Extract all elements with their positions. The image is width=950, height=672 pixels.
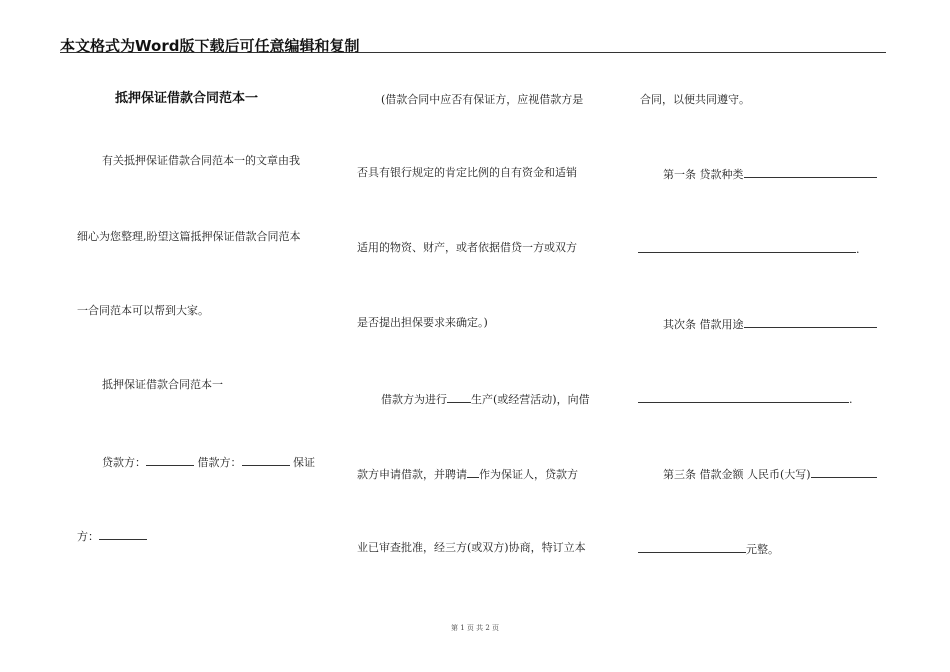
- contract-subtitle: 抵押保证借款合同范本一: [102, 378, 223, 391]
- amount-suffix: 元整。: [746, 543, 779, 556]
- body-line-3: 业已审查批准，经三方(或双方)协商，特订立本: [357, 541, 586, 554]
- borrower-label: 借款方：: [197, 456, 242, 469]
- document-header-title: 本文格式为Word版下载后可任意编辑和复制: [60, 37, 360, 55]
- note-line-4: 是否提出担保要求来确定。): [357, 316, 488, 329]
- note-line-3: 适用的物资、财产，或者依据借贷一方或双方: [357, 241, 577, 254]
- intro-line-3: 一合同范本可以帮到大家。: [77, 304, 209, 317]
- loan-purpose-blank: [744, 316, 877, 328]
- article-2-label: 其次条 借款用途: [663, 318, 744, 331]
- production-blank: [447, 391, 471, 403]
- loan-type-continued-line: [638, 241, 860, 257]
- article-3-label: 第三条 借款金额 人民币(大写): [663, 468, 811, 481]
- intro-line-2: 细心为您整理,盼望这篇抵押保证借款合同范本: [77, 230, 301, 243]
- guarantor-name-blank: [467, 466, 479, 478]
- header-divider: [60, 52, 886, 53]
- article-1-line: [663, 166, 877, 182]
- article-1-label: 第一条 贷款种类: [663, 168, 744, 181]
- loan-amount-continued-line: [638, 541, 779, 557]
- guarantor-blank: [99, 528, 147, 540]
- loan-purpose-continued-line: [638, 391, 853, 407]
- loan-type-blank-2: [638, 241, 856, 253]
- borrower-blank: [242, 454, 290, 466]
- body-line-1: [381, 391, 590, 407]
- loan-type-blank: [744, 166, 877, 178]
- body-line-2-start: 款方申请借款，并聘请: [357, 468, 467, 481]
- body-line-1-start: 借款方为进行: [381, 393, 447, 406]
- column-3-line-1: 合同，以便共同遵守。: [640, 93, 750, 106]
- note-line-1: (借款合同中应否有保证方，应视借款方是: [381, 93, 584, 106]
- body-line-2-end: 作为保证人，贷款方: [479, 468, 578, 481]
- loan-amount-blank-2: [638, 541, 746, 553]
- body-line-2: [357, 466, 578, 482]
- guarantor-label-start: 保证: [293, 456, 315, 469]
- period-mark-2: .: [849, 393, 853, 406]
- lender-blank: [146, 454, 194, 466]
- contract-title: 抵押保证借款合同范本一: [115, 91, 259, 106]
- guarantor-label-end: 方：: [77, 530, 99, 543]
- article-3-line: [663, 466, 877, 482]
- article-2-line: [663, 316, 877, 332]
- lender-label: 贷款方：: [102, 456, 146, 469]
- loan-purpose-blank-2: [638, 391, 849, 403]
- note-line-2: 否具有银行规定的肯定比例的自有资金和适销: [357, 166, 577, 179]
- period-mark: .: [856, 243, 860, 256]
- loan-amount-blank: [811, 466, 877, 478]
- intro-line-1: 有关抵押保证借款合同范本一的文章由我: [102, 154, 300, 167]
- guarantor-line: [77, 528, 147, 544]
- parties-line: [102, 454, 315, 470]
- body-line-1-end: 生产(或经营活动)，向借: [471, 393, 590, 406]
- page-number: 第 1 页 共 2 页: [450, 624, 500, 632]
